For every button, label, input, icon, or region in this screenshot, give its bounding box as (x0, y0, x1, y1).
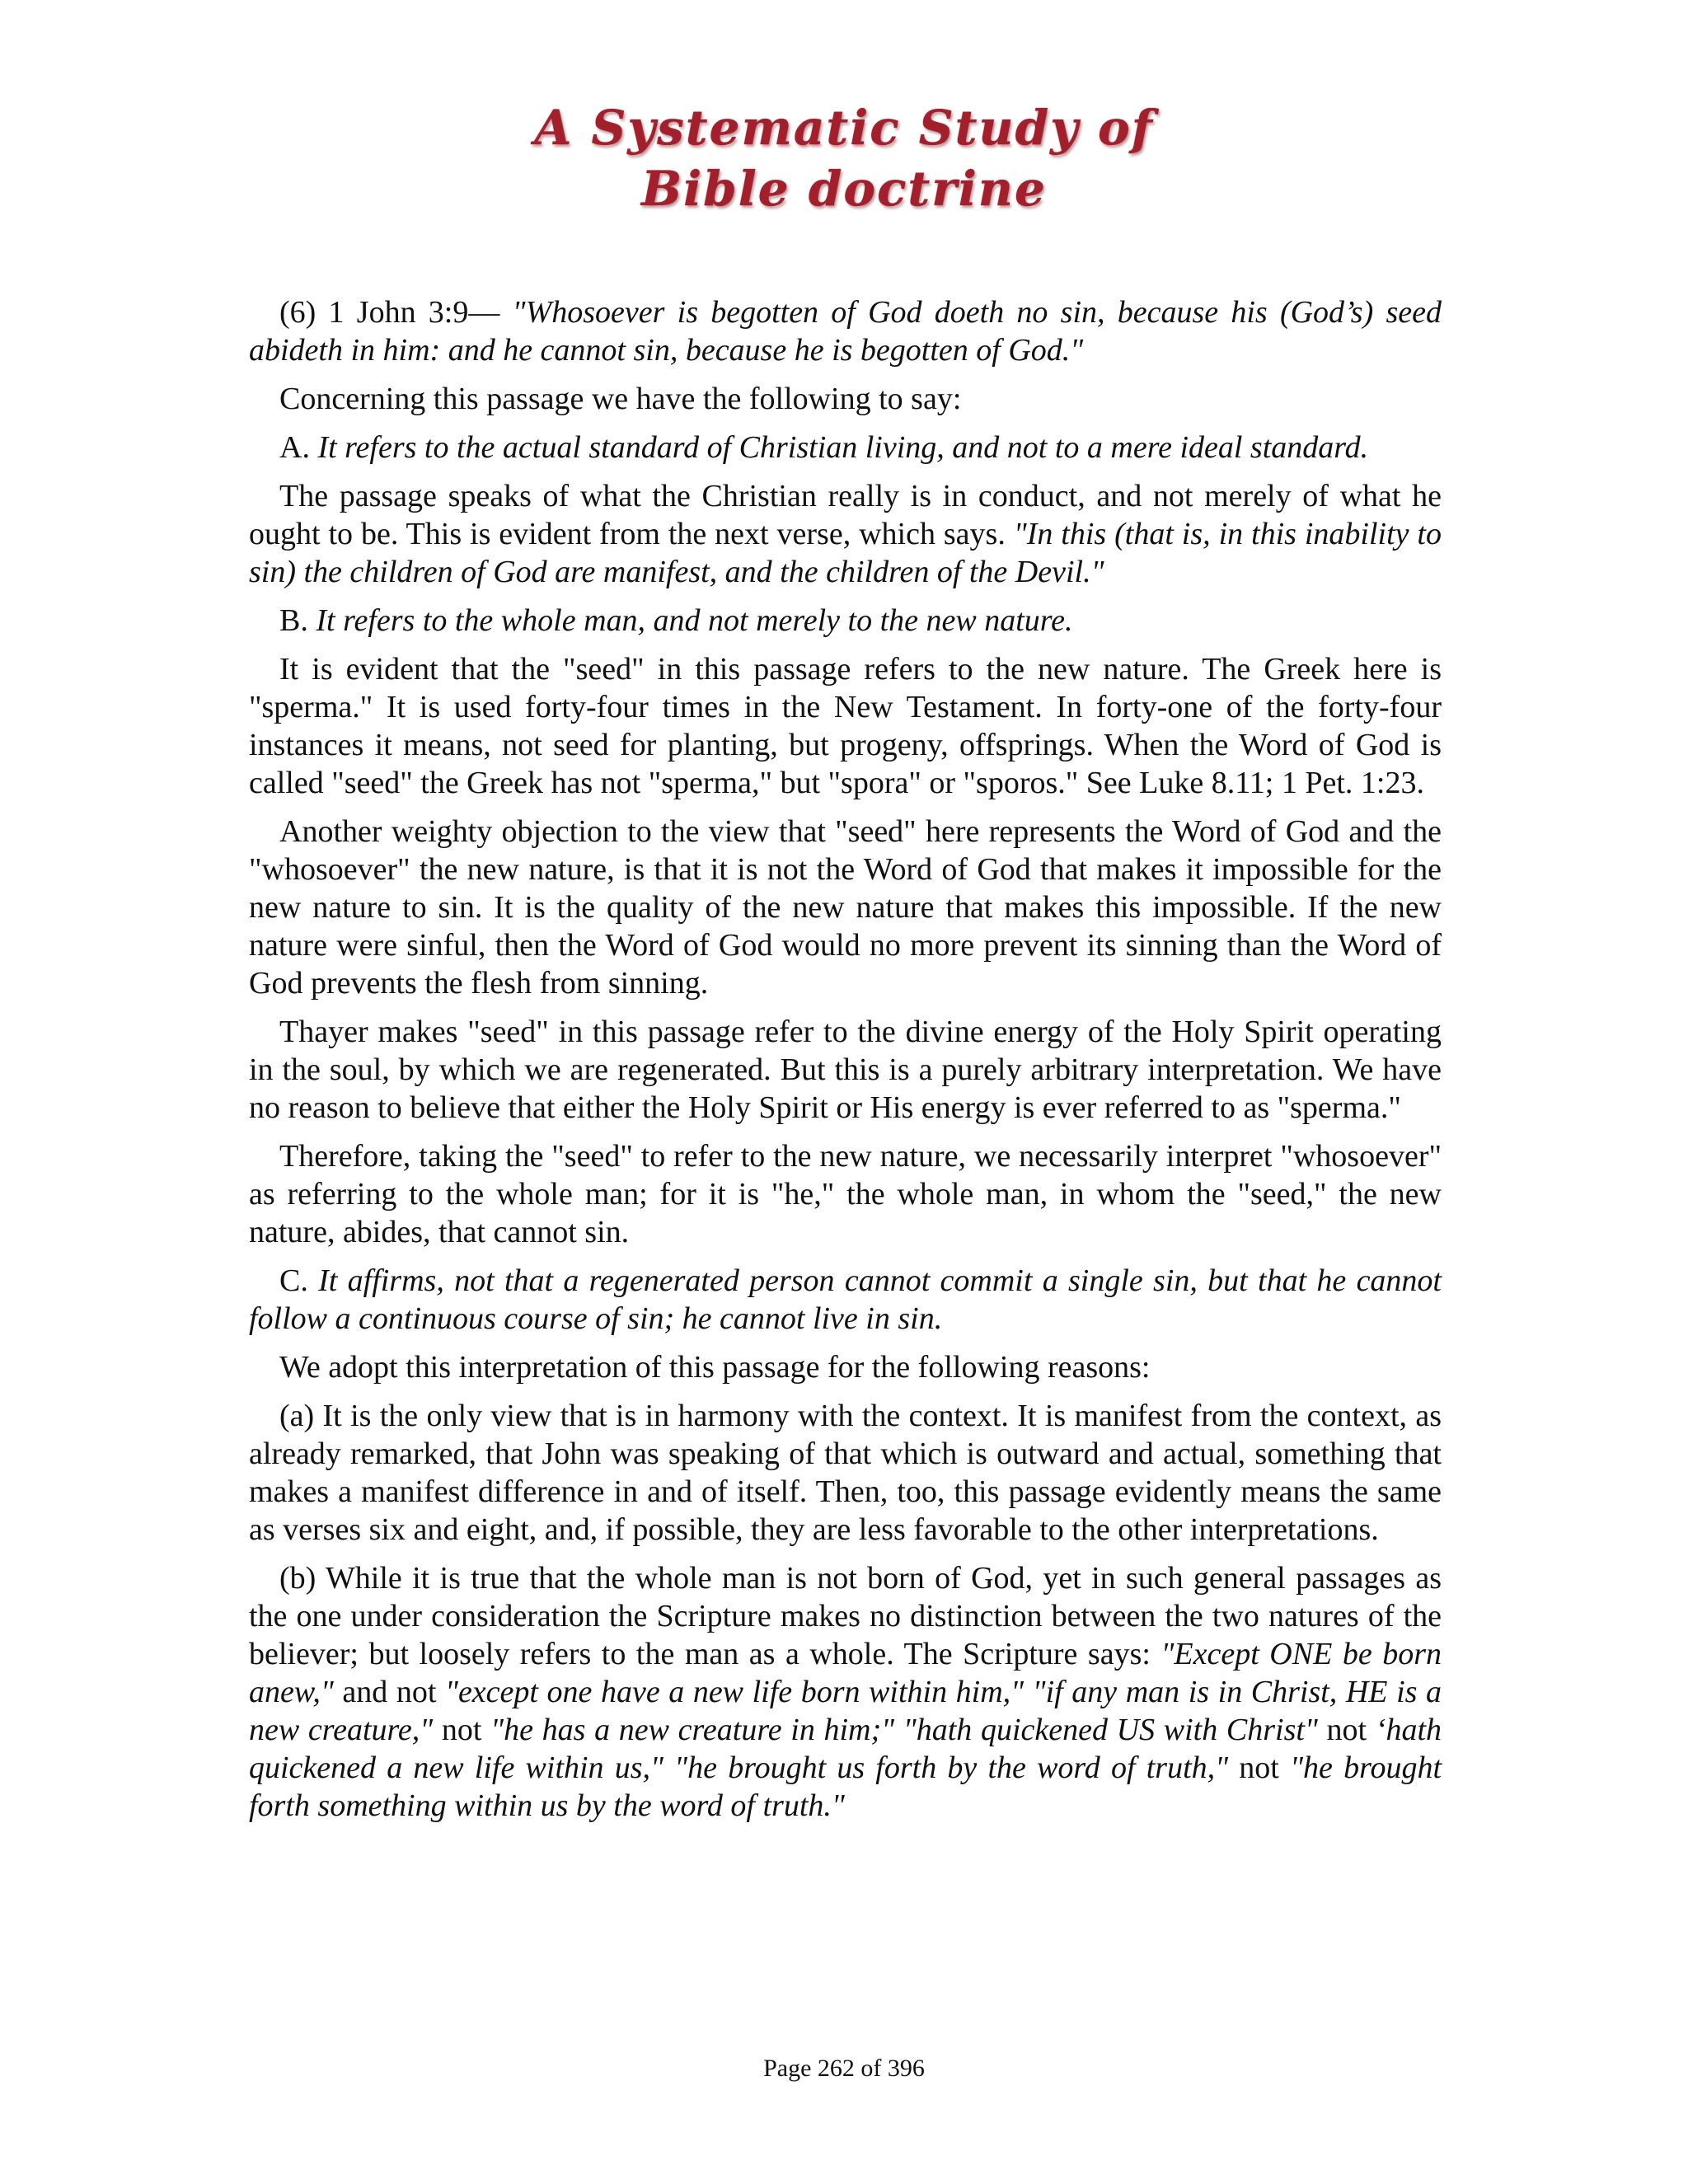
point-a-text: It refers to the actual standard of Christian living, and not to a mere ideal standard. (317, 430, 1369, 465)
paragraph-8: Thayer makes "seed" in this passage refer to the divine energy of the Holy Spirit operating in the soul, by which we are regenerated. But this is a purely arbitrary interpretation. We have no reason to believe that either the Holy Spirit or His energy is ever referred to as "sperma." (249, 1015, 1442, 1125)
paragraph-13-text-2: not (433, 1713, 491, 1747)
point-b (249, 602, 1442, 640)
paragraph-7: Another weighty objection to the view that "seed" here represents the Word of God and the "whosoever" the new nature, is that it is not the Word of God that makes it impossible for the new nature to sin. It is the quality of the new nature that makes this impossible. If the new nature were sinful, then the Word of God would no more prevent its sinning than the Word of God prevents the flesh from sinning. (249, 814, 1442, 1001)
paragraph-4 (249, 477, 1442, 591)
point-c (249, 1262, 1442, 1338)
paragraph-13-text-1: and not (333, 1675, 445, 1709)
scripture-reference: (6) 1 John 3:9— (279, 295, 513, 330)
paragraph-13 (249, 1559, 1442, 1825)
point-b-text: It refers to the whole man, and not merely to the new nature. (316, 603, 1073, 638)
paragraph-13-text: (b) While it is true that the whole man is not born of God, yet in such general passages as the one under consideration the Scripture makes no distinction between the two natures of the believer; but loosely refers to the man as a whole. The Scripture says: (249, 1561, 1442, 1671)
point-c-text: It affirms, not that a regenerated person cannot commit a single sin, but that he cannot follow a continuous course of sin; he cannot live in sin. (249, 1263, 1442, 1336)
header-logo (0, 97, 1688, 221)
point-c-label: C. (279, 1263, 319, 1298)
point-a-label: A. (279, 430, 318, 465)
page-number: Page 262 of 396 (763, 2055, 925, 2082)
paragraph-4-text: The passage speaks of what the Christian really is in conduct, and not merely of what he ought to be. This is evident from the next verse, which says. (249, 479, 1442, 551)
header-title-line-1: A Systematic Study of (534, 100, 1154, 156)
paragraph-12: (a) It is the only view that is in harmony with the context. It is manifest from the context, as already remarked, that John was speaking of that which is outward and actual, something that makes a manifest difference in and of itself. Then, too, this passage evidently means the same as verses six and eight, and, if possible, they are less favorable to the other interpretations. (249, 1399, 1442, 1547)
paragraph-13-quote-3: "he has a new creature in him;" "hath quickened US with Christ" (490, 1713, 1318, 1747)
body-text (249, 293, 1442, 1825)
header-title-line-2: Bible doctrine (641, 161, 1047, 217)
paragraph-11: We adopt this interpretation of this passage for the following reasons: (279, 1350, 1151, 1385)
point-a (249, 429, 1442, 466)
paragraph-13-text-4: not (1228, 1750, 1291, 1785)
scripture-quote: "Whosoever is begotten of God doeth no sin, because his (God’s) seed abideth in him: and he cannot sin, because he is begotten of God." (249, 295, 1442, 368)
paragraph-2: Concerning this passage we have the following to say: (279, 382, 962, 416)
paragraph-1 (249, 293, 1442, 369)
paragraph-4-quote: "In this (that is, in this inability to sin) the children of God are manifest, and the children of the Devil." (249, 517, 1442, 589)
paragraph-9: Therefore, taking the "seed" to refer to the new nature, we necessarily interpret "whosoever" as referring to the whole man; for it is "he," the whole man, in whom the "seed," the new nature, abides, that cannot sin. (249, 1139, 1442, 1249)
paragraph-13-quote-4: ‘hath quickened a new life within us," "he brought us forth by the word of truth," (249, 1713, 1442, 1785)
paragraph-13-quote-1: "Except ONE be born anew," (249, 1637, 1442, 1709)
paragraph-13-quote-5: "he brought forth something within us by the word of truth." (249, 1750, 1442, 1823)
paragraph-13-quote-2: "except one have a new life born within him," "if any man is in Christ, HE is a new creature," (249, 1675, 1442, 1747)
point-b-label: B. (279, 603, 316, 638)
paragraph-6: It is evident that the "seed" in this passage refers to the new nature. The Greek here is "sperma." It is used forty-four times in the New Testament. In forty-one of the forty-four instances it means, not seed for planting, but progeny, offsprings. When the Word of God is called "seed" the Greek has not "sperma," but "spora" or "sporos." See Luke 8.11; 1 Pet. 1:23. (249, 652, 1442, 800)
paragraph-13-text-3: not (1317, 1713, 1376, 1747)
